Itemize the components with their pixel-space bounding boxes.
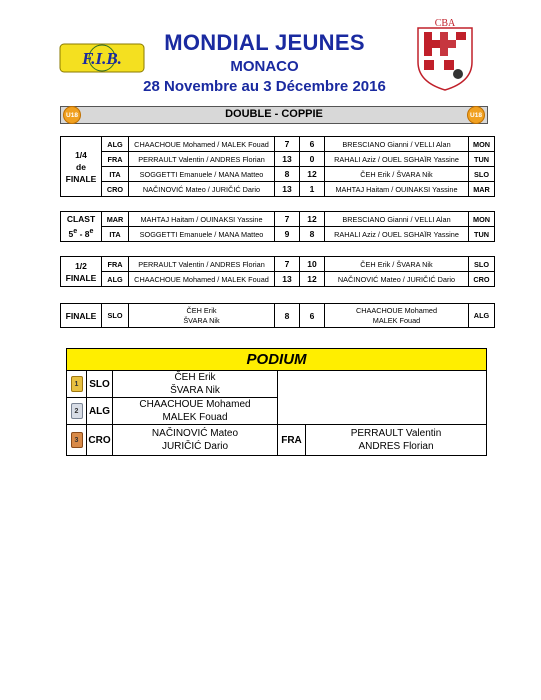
second-place-players: CHAACHOUE Mohamed MALEK Fouad [113, 398, 278, 425]
category-title: DOUBLE - COPPIE [225, 108, 323, 120]
team2-players: CHAACHOUE Mohamed MALEK Fouad [325, 304, 469, 328]
team1-score: 13 [275, 152, 300, 167]
team2-players: MAHTAJ Haitam / OUINAKSI Yassine [325, 182, 469, 197]
cba-logo [410, 16, 480, 92]
semifinal-table [60, 256, 495, 287]
team2-country: MON [469, 212, 495, 227]
team1-country: ALG [102, 137, 129, 152]
team2-score: 6 [300, 304, 325, 328]
team1-country: FRA [102, 152, 129, 167]
quarterfinal-table [60, 136, 495, 197]
classification-label: CLAST 5e - 8e [61, 212, 102, 242]
table-row [61, 152, 495, 167]
team2-country: SLO [469, 257, 495, 272]
team1-players: CHAACHOUE Mohamed / MALEK Fouad [129, 272, 275, 287]
table-row [61, 304, 495, 328]
team2-score: 6 [300, 137, 325, 152]
podium-title: PODIUM [67, 349, 487, 371]
third-place-b-country: FRA [278, 425, 306, 456]
team1-country: ITA [102, 167, 129, 182]
team2-players: BRESCIANO Gianni / VELLI Alan [325, 212, 469, 227]
category-banner [60, 106, 488, 124]
team1-score: 13 [275, 182, 300, 197]
page-header [52, 16, 477, 95]
team1-country: CRO [102, 182, 129, 197]
team2-score: 10 [300, 257, 325, 272]
first-place-country: SLO [87, 371, 113, 398]
team2-players: NAČINOVIĆ Mateo / JURIČIĆ Dario [325, 272, 469, 287]
team2-score: 0 [300, 152, 325, 167]
team1-score: 9 [275, 227, 300, 242]
podium-table [66, 348, 487, 456]
u18-badge-right: U18 [467, 106, 485, 124]
semifinal-label: 1/2 FINALE [61, 257, 102, 287]
final-label: FINALE [61, 304, 102, 328]
table-row [61, 257, 495, 272]
team1-players: CHAACHOUE Mohamed / MALEK Fouad [129, 137, 275, 152]
team1-score: 8 [275, 167, 300, 182]
team2-players: RAHALI Aziz / OUEL SGHAÏR Yassine [325, 227, 469, 242]
team2-country: MON [469, 137, 495, 152]
fib-logo-text: F.I.B. [82, 49, 122, 68]
team2-score: 12 [300, 212, 325, 227]
team2-country: MAR [469, 182, 495, 197]
team2-country: ALG [469, 304, 495, 328]
team2-country: TUN [469, 152, 495, 167]
team1-score: 13 [275, 272, 300, 287]
team1-players: NAČINOVIĆ Mateo / JURIČIĆ Dario [129, 182, 275, 197]
table-row [67, 425, 487, 456]
team2-players: ČEH Erik / ŠVARA Nik [325, 167, 469, 182]
team2-score: 12 [300, 272, 325, 287]
team1-country: MAR [102, 212, 129, 227]
team1-country: FRA [102, 257, 129, 272]
team1-country: SLO [102, 304, 129, 328]
team1-score: 7 [275, 137, 300, 152]
table-row [61, 137, 495, 152]
u18-badge-left: U18 [63, 106, 81, 124]
team2-score: 8 [300, 227, 325, 242]
page-location: MONACO [230, 58, 299, 75]
third-place-country: CRO [87, 425, 113, 456]
page-dates: 28 Novembre au 3 Décembre 2016 [143, 78, 386, 95]
team2-players: BRESCIANO Gianni / VELLI Alan [325, 137, 469, 152]
table-row [61, 272, 495, 287]
team2-players: RAHALI Aziz / OUEL SGHAÏR Yassine [325, 152, 469, 167]
table-row [61, 212, 495, 227]
team1-players: ČEH Erik ŠVARA Nik [129, 304, 275, 328]
team2-score: 12 [300, 167, 325, 182]
third-place-players: NAČINOVIĆ Mateo JURIČIĆ Dario [113, 425, 278, 456]
team2-players: ČEH Erik / ŠVARA Nik [325, 257, 469, 272]
table-row [61, 182, 495, 197]
classification-table [60, 211, 495, 242]
team1-players: SOGGETTI Emanuele / MANA Matteo [129, 167, 275, 182]
team1-country: ITA [102, 227, 129, 242]
team1-players: SOGGETTI Emanuele / MANA Matteo [129, 227, 275, 242]
empty-cell [278, 371, 487, 425]
third-place-b-players: PERRAULT Valentin ANDRES Florian [306, 425, 487, 456]
page-title: MONDIAL JEUNES [164, 30, 365, 55]
table-row [61, 167, 495, 182]
cba-logo-text: CBA [434, 18, 456, 29]
second-place-country: ALG [87, 398, 113, 425]
table-row [61, 227, 495, 242]
silver-medal-icon: 2 [67, 398, 87, 425]
team2-score: 1 [300, 182, 325, 197]
team2-country: CRO [469, 272, 495, 287]
team1-players: PERRAULT Valentin / ANDRES Florian [129, 152, 275, 167]
table-row [67, 371, 487, 398]
team1-score: 7 [275, 212, 300, 227]
team1-players: PERRAULT Valentin / ANDRES Florian [129, 257, 275, 272]
final-table [60, 303, 495, 328]
quarterfinal-label: 1/4 de FINALE [61, 137, 102, 197]
team2-country: TUN [469, 227, 495, 242]
bronze-medal-icon: 3 [67, 425, 87, 456]
team1-score: 8 [275, 304, 300, 328]
team1-country: ALG [102, 272, 129, 287]
gold-medal-icon: 1 [67, 371, 87, 398]
team1-players: MAHTAJ Haitam / OUINAKSI Yassine [129, 212, 275, 227]
team2-country: SLO [469, 167, 495, 182]
first-place-players: ČEH Erik ŠVARA Nik [113, 371, 278, 398]
team1-score: 7 [275, 257, 300, 272]
